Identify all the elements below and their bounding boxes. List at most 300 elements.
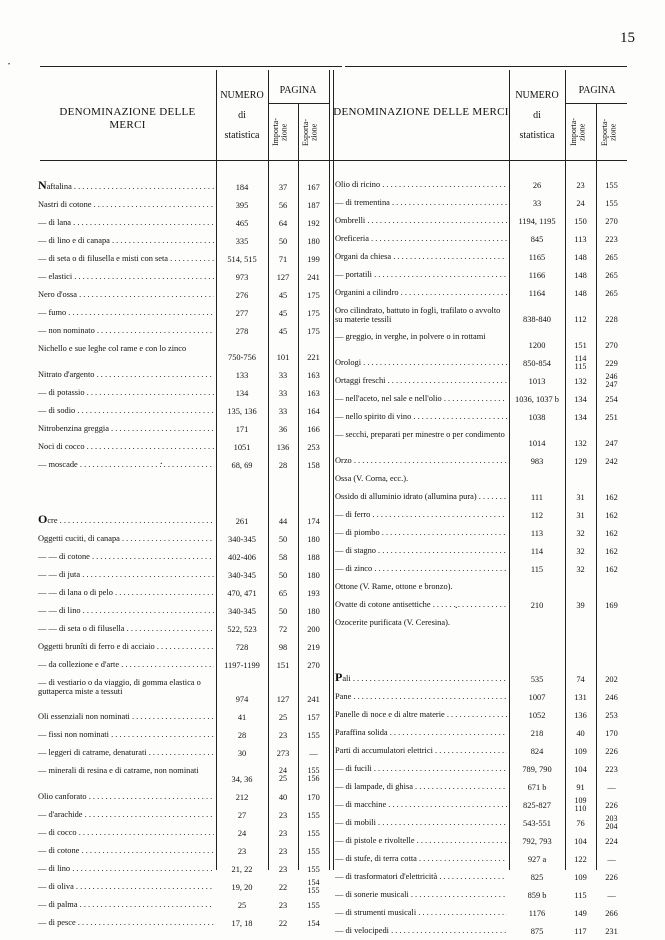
import-page: 24: [576, 199, 585, 208]
export-page: 166: [307, 425, 320, 434]
item-label: — — di lana o di pelo . . .: [38, 588, 214, 598]
statistic-number: 395: [235, 201, 249, 210]
import-page: 65: [278, 589, 288, 598]
import-page: 25: [278, 713, 288, 722]
table-row: [0, 904, 665, 922]
item-label: Ovatte di cotone antisettiche . . .: [335, 600, 507, 610]
export-page: 169: [605, 601, 618, 610]
statistic-number: 111: [531, 493, 543, 502]
header-esportazione-left: Esporta- zione: [301, 118, 319, 147]
import-page: 32: [576, 565, 585, 574]
item-label: — di stagno . . .: [335, 546, 507, 556]
statistic-number: 340-345: [228, 535, 256, 544]
statistic-number: 1038: [528, 413, 546, 422]
statistic-number: 825-827: [523, 801, 551, 810]
statistic-number: 1176: [528, 909, 546, 918]
statistic-number: 1164: [528, 289, 546, 298]
statistic-number: 26: [532, 181, 542, 190]
import-page: 24 25: [279, 766, 287, 783]
statistic-number: 671 b: [527, 783, 547, 792]
export-page: —: [309, 749, 318, 758]
export-page: 164: [307, 407, 320, 416]
item-label: Oggetti brunîti di ferro e di acciaio . . .: [38, 642, 214, 652]
statistic-number: 535: [530, 675, 544, 684]
statistic-number: 1165: [528, 253, 546, 262]
table-row: [0, 230, 665, 248]
statistic-number: 335: [235, 237, 249, 246]
item-label: Parti di accumulatori elettrici . . .: [335, 746, 507, 756]
export-page: 163: [307, 371, 320, 380]
item-label: — da collezione e d'arte . . .: [38, 660, 214, 670]
table-row: [0, 814, 665, 832]
item-label: — di oliva . . .: [38, 882, 214, 892]
item-label: — di palma . . .: [38, 900, 214, 910]
item-label: — — di lino . . .: [38, 606, 214, 616]
import-page: 23: [278, 847, 288, 856]
item-label: Oli essenziali non nominati . . .: [38, 712, 214, 722]
export-page: 162: [605, 529, 618, 538]
statistic-number: 974: [235, 695, 249, 704]
export-page: 265: [605, 271, 618, 280]
statistic-number: 17, 18: [231, 919, 253, 928]
export-page: 219: [307, 643, 320, 652]
item-label: — di pesce . . .: [38, 918, 214, 928]
table-row: [0, 778, 665, 796]
item-label: — fissi non nominati . . .: [38, 730, 214, 740]
table-row: [0, 760, 665, 778]
table-row: [0, 328, 665, 354]
import-page: 50: [278, 571, 288, 580]
export-page: 246 247: [605, 372, 618, 389]
import-page: 127: [276, 273, 290, 282]
statistic-number: 34, 36: [231, 775, 253, 784]
statistic-number: 402-406: [228, 553, 256, 562]
table-row: [0, 194, 665, 212]
item-label: Paraffina solida . . .: [335, 728, 507, 738]
export-page: 155: [307, 731, 320, 740]
item-label: — elastici . . .: [38, 272, 214, 282]
item-label: — di seta o di filusella e misti con seta . . .: [38, 254, 214, 264]
import-page: 23: [576, 181, 585, 190]
item-label: — minerali di resina e di catrame, non nominati: [38, 766, 199, 775]
item-label: — non nominato . . .: [38, 326, 214, 336]
import-page: 74: [576, 675, 585, 684]
item-label: — nello spirito di vino . . .: [335, 412, 507, 422]
statistic-number: 728: [235, 643, 249, 652]
statistic-number: 875: [530, 927, 544, 936]
export-page: 175: [307, 309, 320, 318]
table-row: [0, 886, 665, 904]
export-page: 174: [307, 517, 320, 526]
statistic-number: 27: [237, 811, 247, 820]
import-page: 136: [574, 711, 587, 720]
item-label: Organini a cilindro . . .: [335, 288, 507, 298]
export-page: 180: [307, 237, 320, 246]
item-label: — di strumenti musicali . . .: [335, 908, 507, 918]
export-page: 270: [605, 341, 618, 350]
export-page: 221: [307, 353, 320, 362]
statistic-number: 134: [235, 389, 249, 398]
export-page: 187: [307, 201, 320, 210]
statistic-number: 218: [530, 729, 544, 738]
import-page: 50: [278, 607, 288, 616]
statistic-number: 212: [235, 793, 249, 802]
table-row: [0, 176, 665, 194]
section-ornament: .: [160, 456, 163, 467]
table-row: [0, 390, 665, 408]
table-row: [0, 542, 665, 560]
export-page: 193: [307, 589, 320, 598]
export-page: 155: [307, 829, 320, 838]
export-page: 170: [605, 729, 618, 738]
import-page: 44: [278, 517, 288, 526]
statistic-number: 33: [532, 199, 542, 208]
item-label: Nitrato d'argento . . .: [38, 370, 214, 380]
statistic-number: 135, 136: [227, 407, 257, 416]
export-page: 247: [605, 439, 618, 448]
import-page: 39: [576, 601, 585, 610]
statistic-number: 133: [235, 371, 249, 380]
table-row: [0, 354, 665, 372]
table-row: [0, 724, 665, 742]
import-page: 109: [574, 873, 587, 882]
export-page: 155: [307, 901, 320, 910]
item-label: Ozocerite purificata (V. Ceresina).: [335, 618, 450, 627]
export-page: 265: [605, 289, 618, 298]
export-page: 266: [605, 909, 618, 918]
item-label: Olio di ricino . . .: [335, 180, 507, 190]
import-page: 151: [276, 661, 290, 670]
export-page: 158: [307, 461, 320, 470]
import-page: 50: [278, 535, 288, 544]
item-label: — di sodio . . .: [38, 406, 214, 416]
import-page: 23: [278, 811, 288, 820]
table-row: [0, 284, 665, 302]
item-label: — — di seta o di filusella . . .: [38, 624, 214, 634]
import-page: 64: [278, 219, 288, 228]
header-importazione-left: Importa- zione: [271, 118, 289, 147]
item-label: Nero d'ossa . . .: [38, 290, 214, 300]
top-rule: [40, 66, 342, 67]
header-title-left: DENOMINAZIONE DELLE MERCI: [59, 106, 196, 132]
export-page: —: [607, 891, 616, 900]
import-page: 31: [576, 511, 585, 520]
import-page: 58: [278, 553, 288, 562]
item-label: Orzo . . .: [335, 456, 507, 466]
statistic-number: 927 a: [527, 855, 547, 864]
item-label: — portatili . . .: [335, 270, 507, 280]
table-row: [0, 426, 665, 452]
statistic-number: 1014: [528, 439, 546, 448]
export-page: 226: [605, 747, 618, 756]
table-row: [0, 506, 665, 524]
item-label: — di stufe, di terra cotta . . .: [335, 854, 507, 864]
export-page: 162: [605, 547, 618, 556]
item-label: — di sonerie musicali . . .: [335, 890, 507, 900]
import-page: 33: [278, 371, 288, 380]
export-page: 223: [605, 235, 618, 244]
import-page: 114 115: [574, 354, 587, 371]
import-page: 134: [574, 413, 587, 422]
item-label: Ortaggi freschi . . .: [335, 376, 507, 386]
table-row: [0, 796, 665, 814]
item-label: Ottone (V. Rame, ottone e bronzo).: [335, 582, 453, 591]
export-page: 157: [307, 713, 320, 722]
import-page: 32: [576, 529, 585, 538]
export-page: 228: [605, 315, 618, 324]
item-label: — moscade . . .: [38, 460, 214, 470]
item-label: — di mobili . . .: [335, 818, 507, 828]
import-page: 40: [278, 793, 288, 802]
item-label: Noci di cocco . . .: [38, 442, 214, 452]
import-page: 115: [574, 891, 587, 900]
import-page: 36: [278, 425, 288, 434]
table-row: [0, 596, 665, 614]
header-pagina-right: PAGINA: [578, 85, 616, 96]
item-label: — di lana . . .: [38, 218, 214, 228]
header-pagina-left: PAGINA: [279, 85, 317, 96]
statistic-number: 1013: [528, 377, 546, 386]
item-label: Ossa (V. Corna, ecc.).: [335, 474, 409, 483]
export-page: 180: [307, 607, 320, 616]
pagina-rule-left: [268, 103, 329, 104]
statistic-number: 340-345: [228, 571, 256, 580]
header-title-right: DENOMINAZIONE DELLE MERCI: [333, 106, 509, 118]
item-label: — di lampade, di ghisa . . .: [335, 782, 507, 792]
table-row: [0, 212, 665, 230]
item-label: Ocre . . .: [38, 514, 214, 526]
import-page: 76: [576, 819, 585, 828]
import-page: 50: [278, 237, 288, 246]
item-label: — fumo . . .: [38, 308, 214, 318]
item-label: — di lino . . .: [38, 864, 214, 874]
item-label: — di trasformatori d'elettricità . . .: [335, 872, 507, 882]
statistic-number: 983: [530, 457, 544, 466]
statistic-number: 24: [237, 829, 247, 838]
export-page: 155: [307, 811, 320, 820]
export-page: —: [607, 855, 616, 864]
item-label: — di vestiario o da viaggio, di gomma elastica o guttaperca miste a tessuti: [38, 678, 201, 696]
table-row: [0, 452, 665, 470]
item-label: — d'arachide . . .: [38, 810, 214, 820]
table-row: [0, 632, 665, 650]
export-page: 265: [605, 253, 618, 262]
header-numero-left: NUMERO di statistica: [220, 90, 264, 141]
statistic-number: 824: [530, 747, 544, 756]
export-page: 253: [307, 443, 320, 452]
export-page: 224: [605, 837, 618, 846]
item-label: Ombrelli . . .: [335, 216, 507, 226]
item-label: Nichello e sue leghe col rame e con lo zinco: [38, 344, 187, 353]
export-page: 254: [605, 395, 618, 404]
item-label: Nitrobenzina greggia . . .: [38, 424, 214, 434]
statistic-number: 25: [237, 901, 247, 910]
item-label: Naftalina . . .: [38, 180, 214, 192]
import-page: 45: [278, 309, 288, 318]
statistic-number: 543-551: [523, 819, 551, 828]
export-page: 188: [307, 553, 320, 562]
statistic-number: 838-840: [523, 315, 551, 324]
item-label: Oro cilindrato, battuto in fogli, trafilato o avvolto su materie tessili: [335, 306, 501, 324]
statistic-number: 1166: [528, 271, 546, 280]
export-page: 251: [605, 413, 618, 422]
export-page: 200: [307, 625, 320, 634]
import-page: 72: [278, 625, 288, 634]
export-page: 167: [307, 183, 320, 192]
export-page: 241: [307, 695, 320, 704]
statistic-number: 792, 793: [522, 837, 552, 846]
export-page: 180: [307, 571, 320, 580]
table-row: [0, 248, 665, 266]
item-label: — di zinco . . .: [335, 564, 507, 574]
item-label: — di cocco . . .: [38, 828, 214, 838]
item-label: Oreficeria . . .: [335, 234, 507, 244]
import-page: 136: [276, 443, 290, 452]
export-page: 175: [307, 327, 320, 336]
table-row: [0, 578, 665, 596]
item-label: — greggio, in verghe, in polvere o in rottami: [335, 332, 486, 341]
statistic-number: 21, 22: [231, 865, 253, 874]
header-esportazione-right: Esporta- zione: [600, 118, 618, 147]
import-page: 23: [278, 829, 288, 838]
import-page: 71: [278, 255, 288, 264]
table-row: [0, 614, 665, 632]
margin-dot: •: [8, 62, 11, 68]
import-page: 132: [574, 377, 587, 386]
table-row: [0, 668, 665, 688]
item-label: — di piombo . . .: [335, 528, 507, 538]
export-page: 270: [605, 217, 618, 226]
top-rule-right: [345, 66, 627, 67]
item-label: — di cotone . . .: [38, 846, 214, 856]
statistic-number: 30: [237, 749, 247, 758]
header-numero-right: NUMERO di statistica: [515, 90, 559, 141]
import-page: 273: [276, 749, 290, 758]
statistic-number: 1036, 1037 b: [515, 395, 559, 404]
item-label: Nastri di cotone . . .: [38, 200, 214, 210]
export-page: 192: [307, 219, 320, 228]
export-page: 202: [605, 675, 618, 684]
item-label: Olio canforato . . .: [38, 792, 214, 802]
import-page: 127: [276, 695, 290, 704]
item-label: — — di cotone . . .: [38, 552, 214, 562]
statistic-number: 261: [235, 517, 249, 526]
table-row: [0, 302, 665, 328]
item-label: — di fucili . . .: [335, 764, 507, 774]
statistic-number: 278: [235, 327, 249, 336]
export-page: 162: [605, 511, 618, 520]
export-page: 242: [605, 457, 618, 466]
export-page: 155: [605, 181, 618, 190]
export-page: 170: [307, 793, 320, 802]
statistic-number: 514, 515: [227, 255, 257, 264]
statistic-number: 68, 69: [231, 461, 253, 470]
export-page: 155 156: [307, 766, 320, 783]
item-label: Pali . . .: [335, 672, 507, 684]
export-page: 175: [307, 291, 320, 300]
export-page: 270: [307, 661, 320, 670]
import-page: 117: [574, 927, 587, 936]
item-label: — di pistole e rivoltelle . . .: [335, 836, 507, 846]
import-page: 32: [576, 547, 585, 556]
import-page: 112: [574, 315, 587, 324]
statistic-number: 789, 790: [522, 765, 552, 774]
statistic-number: 1194, 1195: [518, 217, 556, 226]
export-page: 154: [307, 919, 320, 928]
statistic-number: 171: [235, 425, 249, 434]
table-row: [0, 832, 665, 850]
table-row: [0, 372, 665, 390]
statistic-number: 114: [530, 547, 544, 556]
statistic-number: 23: [237, 847, 247, 856]
item-label: Panelle di noce e di altre materie . . .: [335, 710, 507, 720]
import-page: 151: [574, 341, 587, 350]
statistic-number: 1007: [528, 693, 546, 702]
export-page: 154 155: [307, 878, 320, 895]
export-page: 226: [605, 801, 618, 810]
import-page: 109 110: [574, 796, 587, 813]
import-page: 40: [576, 729, 585, 738]
import-page: 113: [574, 235, 587, 244]
item-label: Ossido di alluminio idrato (allumina pura) . . .: [335, 492, 507, 502]
import-page: 150: [574, 217, 587, 226]
statistic-number: 825: [530, 873, 544, 882]
import-page: 101: [276, 353, 290, 362]
statistic-number: 1052: [528, 711, 546, 720]
statistic-number: 859 b: [527, 891, 547, 900]
import-page: 37: [278, 183, 288, 192]
statistic-number: 1051: [233, 443, 251, 452]
table-row: [0, 650, 665, 668]
statistic-number: 41: [237, 713, 247, 722]
import-page: 31: [576, 493, 585, 502]
item-label: — di trementina . . .: [335, 198, 507, 208]
statistic-number: 845: [530, 235, 544, 244]
item-label: Oggetti cuciti, di canapa . . .: [38, 534, 214, 544]
import-page: 23: [278, 901, 288, 910]
section-ornament: .: [455, 600, 458, 611]
statistic-number: 210: [530, 601, 544, 610]
statistic-number: 28: [237, 731, 247, 740]
header-importazione-right: Importa- zione: [569, 118, 587, 147]
import-page: 22: [278, 919, 288, 928]
import-page: 148: [574, 271, 587, 280]
statistic-number: 340-345: [228, 607, 256, 616]
item-label: — di macchine . . .: [335, 800, 507, 810]
statistic-number: 115: [530, 565, 544, 574]
import-page: 28: [278, 461, 288, 470]
item-label: — di velocipedi . . .: [335, 926, 507, 936]
page-number: 15: [620, 30, 635, 46]
import-page: 132: [574, 439, 587, 448]
import-page: 23: [278, 731, 288, 740]
table-row: [0, 706, 665, 724]
export-page: 253: [605, 711, 618, 720]
statistic-number: 850-854: [523, 359, 551, 368]
table-row: [0, 470, 665, 488]
export-page: 229: [605, 359, 618, 368]
item-label: Pane . . .: [335, 692, 507, 702]
item-label: — di lino e di canapa . . .: [38, 236, 214, 246]
statistic-number: 1197-1199: [224, 661, 260, 670]
item-label: — di potassio . . .: [38, 388, 214, 398]
import-page: 22: [278, 883, 288, 892]
import-page: 131: [574, 693, 587, 702]
export-page: 162: [605, 565, 618, 574]
export-page: 203 204: [605, 814, 618, 831]
table-row: [0, 742, 665, 760]
import-page: 45: [278, 327, 288, 336]
